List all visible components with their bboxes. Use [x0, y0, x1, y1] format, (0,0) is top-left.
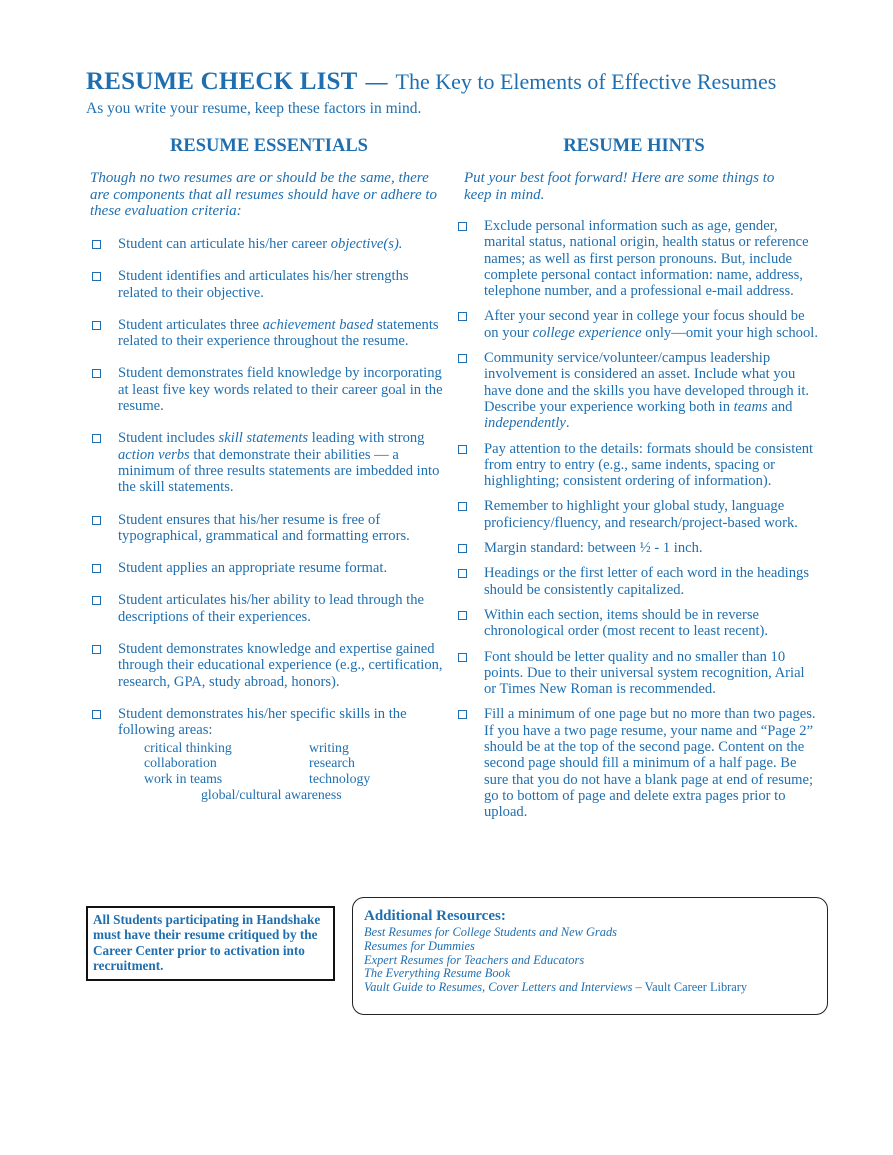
skill-area: global/cultural awareness: [201, 786, 342, 802]
essentials-item-text: Student identifies and articulates his/her strengths related to their objective.: [118, 268, 409, 301]
checkbox-icon[interactable]: [92, 240, 101, 249]
essentials-item-text: Student articulates three achievement based statements related to their experience throughout the resume.: [118, 316, 439, 350]
hints-item: [458, 607, 820, 640]
hints-item: [458, 649, 820, 698]
resource-book: Resumes for Dummies: [364, 938, 475, 953]
essentials-item: [92, 512, 444, 545]
document-title: [86, 68, 776, 96]
hints-item: [458, 706, 820, 820]
hints-item: [458, 498, 820, 531]
essentials-item: [92, 430, 444, 495]
essentials-item: [92, 706, 444, 803]
checkbox-icon[interactable]: [92, 596, 101, 605]
checkbox-icon[interactable]: [458, 445, 467, 454]
hints-item: [458, 441, 820, 490]
essentials-description: Though no two resumes are or should be the same, there are components that all resumes should have or adhere to these evaluation criteria:: [90, 170, 438, 219]
resource-book: Expert Resumes for Teachers and Educators: [364, 952, 585, 967]
title-subtitle: The Key to Elements of Effective Resumes: [395, 69, 777, 94]
hints-list: [458, 218, 820, 821]
resource-book: Vault Guide to Resumes, Cover Letters and Interviews – Vault Career Library: [364, 980, 748, 995]
hints-heading: RESUME HINTS: [563, 136, 705, 156]
essentials-item: [92, 236, 444, 252]
essentials-item: [92, 317, 444, 350]
essentials-heading: RESUME ESSENTIALS: [170, 136, 368, 156]
essentials-item-text: Student demonstrates knowledge and expertise gained through their educational experience (e.g., certification, research, GPA, study abroad, honors).: [118, 641, 443, 690]
checkbox-icon[interactable]: [92, 645, 101, 654]
checkbox-icon[interactable]: [458, 544, 467, 553]
essentials-list: [92, 236, 444, 803]
hints-item: [458, 350, 820, 431]
hints-item-text: Community service/volunteer/campus leadership involvement is considered an asset. Include what you have done and the skills you have developed through it. Describe your experience working both in teams and independently.: [484, 350, 810, 432]
essentials-item: [92, 365, 444, 414]
skill-area: writing: [309, 739, 349, 755]
essentials-item-text: Student demonstrates field knowledge by incorporating at least five key words related to their career goal in the resume.: [118, 365, 443, 415]
essentials-item: [92, 268, 444, 301]
hints-item-text: After your second year in college your focus should be on your college experience only—omit your high school.: [484, 308, 818, 341]
checkbox-icon[interactable]: [458, 312, 467, 321]
resources-heading: Additional Resources:: [364, 908, 506, 924]
title-dash: —: [365, 69, 388, 94]
essentials-item-text: Student demonstrates his/her specific skills in the following areas:: [118, 705, 407, 739]
hints-item-text: Fill a minimum of one page but no more than two pages. If you have a two page resume, your name and “Page 2” should be at the top of the second page. Content on the second page should fill a minimum of a half page. Be sure that you do not have a blank page at end of resume; go to bottom of page and delete extra pages prior to upload.: [484, 706, 816, 821]
skill-area: collaboration: [144, 755, 217, 771]
checkbox-icon[interactable]: [458, 222, 467, 231]
essentials-item: [92, 560, 444, 576]
hints-item-text: Margin standard: between ½ - 1 inch.: [484, 540, 703, 557]
hints-item: [458, 565, 820, 598]
checkbox-icon[interactable]: [458, 569, 467, 578]
hints-item: [458, 308, 820, 341]
checkbox-icon[interactable]: [458, 354, 467, 363]
title-main: RESUME CHECK LIST: [86, 68, 358, 95]
essentials-item: [92, 641, 444, 690]
checkbox-icon[interactable]: [92, 516, 101, 525]
skills-areas: [92, 740, 444, 803]
skill-area: critical thinking: [144, 739, 232, 755]
hints-item-text: Within each section, items should be in reverse chronological order (most recent to least recent).: [484, 606, 769, 640]
hints-description: Put your best foot forward! Here are some things to keep in mind.: [464, 170, 775, 203]
hints-item-text: Exclude personal information such as age, gender, marital status, national origin, health status or reference names; as well as first person pronouns. But, include complete personal contact information: name, address, telephone number, and a professional e-mail address.: [484, 218, 809, 300]
resource-book: Best Resumes for College Students and New Grads: [364, 925, 617, 939]
checkbox-icon[interactable]: [458, 653, 467, 662]
checkbox-icon[interactable]: [92, 321, 101, 330]
skill-area: work in teams: [144, 771, 223, 787]
checkbox-icon[interactable]: [92, 434, 101, 443]
essentials-item: [92, 592, 444, 625]
resource-book: The Everything Resume Book: [364, 966, 511, 981]
essentials-item-text: Student articulates his/her ability to lead through the descriptions of their experiences.: [118, 592, 424, 625]
essentials-item-text: Student can articulate his/her career objective(s).: [118, 236, 403, 252]
checkbox-icon[interactable]: [92, 564, 101, 573]
essentials-item-text: Student applies an appropriate resume format.: [118, 560, 388, 577]
hints-item-text: Remember to highlight your global study, language proficiency/fluency, and research/project-based work.: [484, 498, 798, 531]
essentials-item-text: Student includes skill statements leading with strong action verbs that demonstrate their abilities — a minimum of three results statements are imbedded into the skill statements.: [118, 430, 440, 496]
additional-resources-box: [352, 897, 828, 1015]
hints-item: [458, 218, 820, 299]
hints-item-text: Headings or the first letter of each word in the headings should be consistently capitalized.: [484, 565, 810, 598]
checkbox-icon[interactable]: [458, 611, 467, 620]
skill-area: research: [309, 755, 355, 771]
intro-text: As you write your resume, keep these factors in mind.: [86, 100, 422, 117]
checkbox-icon[interactable]: [92, 272, 101, 281]
hints-item-text: Font should be letter quality and no smaller than 10 points. Due to their universal system recognition, Arial or Times New Roman is recommended.: [484, 648, 805, 698]
handshake-note-box: All Students participating in Handshake must have their resume critiqued by the Career Center prior to activation into recruitment.: [86, 906, 335, 981]
hints-item-text: Pay attention to the details: formats should be consistent from entry to entry (e.g., same indents, spacing or highlighting; consistent ordering of information).: [484, 440, 814, 490]
checkbox-icon[interactable]: [92, 369, 101, 378]
checkbox-icon[interactable]: [92, 710, 101, 719]
checkbox-icon[interactable]: [458, 710, 467, 719]
skill-area: technology: [309, 771, 371, 787]
checkbox-icon[interactable]: [458, 502, 467, 511]
essentials-item-text: Student ensures that his/her resume is free of typographical, grammatical and formatting errors.: [118, 511, 410, 544]
hints-item: [458, 540, 820, 556]
resources-list: [364, 926, 816, 995]
